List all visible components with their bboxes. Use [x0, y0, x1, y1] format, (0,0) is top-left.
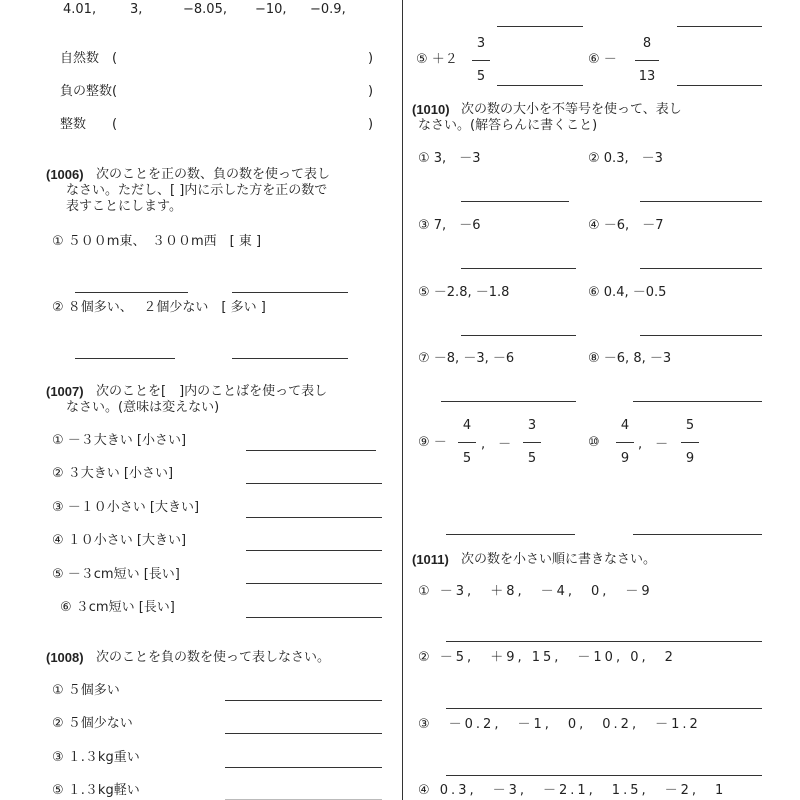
problem-item: ① ５個多い [52, 683, 120, 698]
problem-item: ① 3, －3 [418, 151, 481, 166]
denominator: 9 [620, 451, 630, 466]
number: −0.9, [310, 2, 346, 17]
problem-item: ① －３大きい [小さい] [52, 433, 187, 448]
question-text: なさい。(解答らんに書くこと) [418, 118, 598, 133]
separator: , － [638, 437, 669, 452]
paren-close: ) [368, 117, 374, 132]
answer-line[interactable] [246, 550, 382, 551]
paren-close: ) [368, 84, 374, 99]
numerator: 8 [642, 36, 652, 51]
problem-item: ③ 7, －6 [418, 218, 481, 233]
problem-item: ② ５個少ない [52, 716, 133, 731]
problem-item: ② ３大きい [小さい] [52, 466, 174, 481]
question-text: 次のことを負の数を使って表しなさい。 [96, 650, 331, 665]
answer-line[interactable] [441, 401, 576, 402]
question-text: なさい。ただし、[ ]内に示した方を正の数で [66, 183, 328, 198]
answer-line[interactable] [640, 335, 762, 336]
denominator: 5 [476, 69, 486, 84]
question-number: (1011) [412, 552, 449, 567]
answer-line[interactable] [633, 401, 762, 402]
numerator: 5 [685, 418, 695, 433]
answer-line[interactable] [446, 775, 762, 776]
answer-line[interactable] [446, 534, 575, 535]
question-text: 次のことを[ ]内のことばを使って表し [96, 384, 328, 399]
fraction [614, 418, 636, 467]
problem-item: ③ －１０小さい [大きい] [52, 500, 200, 515]
answer-line[interactable] [497, 26, 583, 27]
problem-item: ⑤ １.３kg軽い [52, 783, 140, 798]
separator: , － [481, 437, 512, 452]
problem-item: ⑨ － [418, 435, 447, 450]
answer-line[interactable] [225, 700, 382, 701]
answer-line[interactable] [461, 268, 576, 269]
answer-line[interactable] [225, 767, 382, 768]
paren-close: ) [368, 51, 374, 66]
problem-item: ④ －6, －7 [588, 218, 664, 233]
answer-line[interactable] [640, 201, 762, 202]
number: −10, [255, 2, 287, 17]
problem-item: ① －3, ＋8, －4, 0, －9 [418, 584, 653, 599]
question-text: 次の数を小さい順に書きなさい。 [461, 552, 657, 567]
problem-item: ③ １.３kg重い [52, 750, 140, 765]
answer-line[interactable] [232, 358, 348, 359]
number: 4.01, [63, 2, 97, 17]
answer-line[interactable] [677, 85, 762, 86]
problem-item: ⑤ －３cm短い [長い] [52, 567, 180, 582]
answer-line[interactable] [461, 335, 576, 336]
problem-item: ④ １０小さい [大きい] [52, 533, 187, 548]
problem-item: ⑥ － [588, 52, 617, 67]
problem-item: ③ －0.2, －1, 0, 0.2, －1.2 [418, 717, 701, 732]
answer-line[interactable] [246, 517, 382, 518]
question-text: 次のことを正の数、負の数を使って表し [96, 167, 331, 182]
denominator: 13 [638, 69, 656, 84]
answer-line[interactable] [677, 26, 762, 27]
answer-line[interactable] [75, 292, 188, 293]
problem-item: ⑤ －2.8, －1.8 [418, 285, 510, 300]
denominator: 5 [462, 451, 472, 466]
fraction [470, 36, 492, 85]
category-integer-label: 整数 ( [60, 117, 118, 132]
problem-item: ⑥ ３cm短い [長い] [60, 600, 175, 615]
problem-item: ④ 0.3, －3, －2.1, 1.5, －2, 1 [418, 783, 727, 798]
answer-line[interactable] [446, 641, 762, 642]
fraction [456, 418, 478, 467]
number: −8.05, [183, 2, 227, 17]
numerator: 4 [620, 418, 630, 433]
answer-line[interactable] [75, 358, 175, 359]
answer-line[interactable] [246, 483, 382, 484]
question-text: 次の数の大小を不等号を使って、表し [461, 102, 682, 117]
denominator: 5 [527, 451, 537, 466]
category-negative-integer-label: 負の整数( [60, 84, 118, 99]
problem-item: ② －5, ＋9, 15, －10, 0, 2 [418, 650, 676, 665]
question-text: 表すことにします。 [66, 199, 182, 214]
answer-line[interactable] [446, 708, 762, 709]
answer-line[interactable] [246, 583, 382, 584]
answer-line[interactable] [633, 534, 762, 535]
answer-line[interactable] [246, 617, 382, 618]
problem-item: ⑥ 0.4, －0.5 [588, 285, 667, 300]
problem-item: ② 0.3, －3 [588, 151, 663, 166]
fraction [633, 36, 661, 85]
problem-item: ① ５００m東、 ３００m西 [ 東 ] [52, 234, 262, 249]
answer-line[interactable] [461, 201, 569, 202]
question-number: (1008) [46, 650, 84, 665]
numerator: 3 [527, 418, 537, 433]
problem-item: ⑧ －6, 8, －3 [588, 351, 672, 366]
problem-item: ② ８個多い、 ２個少ない [ 多い ] [52, 300, 266, 315]
question-number: (1007) [46, 384, 84, 399]
question-number: (1006) [46, 167, 84, 182]
answer-line[interactable] [497, 85, 583, 86]
problem-item: ⑦ －8, －3, －6 [418, 351, 515, 366]
fraction [679, 418, 701, 467]
fraction [521, 418, 543, 467]
denominator: 9 [685, 451, 695, 466]
question-text: なさい。(意味は変えない) [66, 400, 220, 415]
answer-line[interactable] [246, 450, 376, 451]
problem-item: ⑤ ＋２ [416, 52, 458, 67]
category-natural-label: 自然数 ( [60, 51, 118, 66]
answer-line[interactable] [640, 268, 762, 269]
numerator: 4 [462, 418, 472, 433]
problem-item: ⑩ [588, 435, 600, 450]
question-number: (1010) [412, 102, 450, 117]
answer-line[interactable] [225, 733, 382, 734]
numerator: 3 [476, 36, 486, 51]
answer-line[interactable] [232, 292, 348, 293]
column-divider [402, 0, 403, 800]
number: 3, [130, 2, 143, 17]
